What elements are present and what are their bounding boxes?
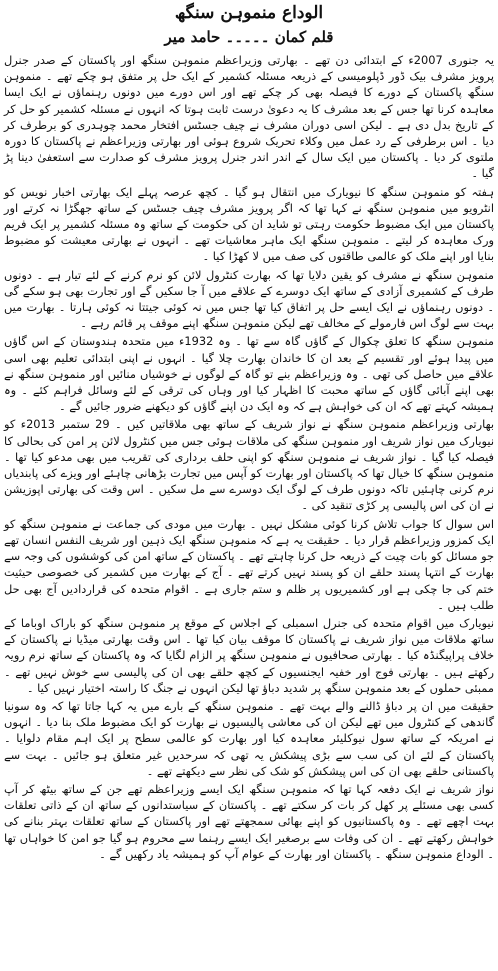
article-body [4,52,494,862]
article-paragraph: یہ جنوری 2007ء کے ابتدائی دن تھے ۔ بھارتی وزیراعظم منموہن سنگھ اور پاکستان کے صدر جنرل پرویز مشرف بیک ڈور ڈپلومیسی کے ذریعہ مسئلہ کشمیر کے ایک حل پر متفق ہو چکے تھے ۔ منموہن سنگھ پاکستان کے دورے کا فیصلہ بھی کر چکے تھے اور اس دورے میں دونوں رہنماؤں نے ایک ایسا معاہدہ کرنا تھا جس کے بعد مشرف کا یہ دعویٰ درست ثابت ہوتا کہ انہوں نے مسئلہ کشمیر کو حل کر کے تاریخ بدل دی ہے ۔ لیکن اسی دوران مشرف نے چیف جسٹس افتخار محمد چوہدری کو برطرف کر دیا ۔ اس برطرفی کے رد عمل میں وکلاء تحریک شروع ہوئی اور بھارتی وزیراعظم نے پاکستان کا دورہ ملتوی کر دیا ۔ پاکستان میں ایک سال کے اندر اندر جنرل پرویز مشرف کو صدارت سے استعفیٰ دینا پڑ گیا ۔ [4,53,494,181]
article-paragraph: نیویارک میں اقوام متحدہ کی جنرل اسمبلی کے اجلاس کے موقع پر منموہن سنگھ کو باراک اوباما کے ساتھ ملاقات میں نواز شریف نے پاکستان کا موقف بیان کیا تھا ۔ اس وقت بھارتی میڈیا نے پاکستان کے خلاف پراپیگنڈہ کیا ۔ بھارتی صحافیوں نے منموہن سنگھ پر الزام لگایا کہ وہ پاکستان کے ساتھ نرم رویہ رکھتے ہیں ۔ بھارتی فوج اور خفیہ ایجنسیوں کے کچھ حلقے بھی ان کی پالیسی سے خوش نہیں تھے ۔ ممبئی حملوں کے بعد منموہن سنگھ پر شدید دباؤ تھا لیکن انہوں نے جنگ کا راستہ اختیار نہیں کیا ۔ [4,615,494,695]
article-paragraph: حقیقت میں ان پر دباؤ ڈالنے والے بہت تھے ۔ منموہن سنگھ کے بارے میں یہ کہا جاتا تھا کہ وہ سونیا گاندھی کے کنٹرول میں تھے لیکن ان کی معاشی پالیسیوں نے بھارت کو ایک مضبوط ملک بنا دیا ۔ انہوں نے امریکہ کے ساتھ سول نیوکلیئر معاہدہ کیا اور بھارت کو عالمی سطح پر ایک اہم مقام دلوایا ۔ پاکستان کے لئے ان کی سب سے بڑی پیشکش یہ تھی کہ سرحدیں غیر متعلق ہو جائیں ۔ بہت سے پاکستانی حلقے بھی ان کی اس پیشکش کو شک کی نظر سے دیکھتے تھے ۔ [4,698,494,778]
article-paragraph: نواز شریف نے ایک دفعہ کہا تھا کہ منموہن سنگھ ایک ایسے وزیراعظم تھے جن کے ساتھ بیٹھ کر آپ کسی بھی مسئلے پر کھل کر بات کر سکتے تھے ۔ پاکستان کے سیاستدانوں کے ساتھ ان کے ذاتی تعلقات بہت اچھے تھے ۔ وہ پاکستانیوں کو اپنے بھائی سمجھتے تھے اور پاکستان کے ساتھ تعلقات بہتر بنانے کی خواہش رکھتے تھے ۔ ان کی وفات سے برصغیر ایک ایسے رہنما سے محروم ہو گیا جو امن کا خواہاں تھا ۔ الوداع منموہن سنگھ ۔ پاکستان اور بھارت کے عوام آپ کو ہمیشہ یاد رکھیں گے ۔ [4,781,494,861]
article-headline: الوداع منموہن سنگھ [174,3,324,23]
article-paragraph: اس سوال کا جواب تلاش کرنا کوئی مشکل نہیں ۔ بھارت میں مودی کی جماعت نے منموہن سنگھ کو ایک کمزور وزیراعظم قرار دیا ۔ حقیقت یہ ہے کہ منموہن سنگھ ایک ذہین اور شریف النفس انسان تھے جو مسائل کو بات چیت کے ذریعہ حل کرنا چاہتے تھے ۔ پاکستان کے ساتھ امن کی کوششوں کی وجہ سے بھارت کے انتہا پسند حلقے ان کو پسند نہیں کرتے تھے ۔ آج کے بھارت میں کشمیر کی خصوصی حیثیت ختم کی جا چکی ہے اور کشمیریوں پر ظلم و ستم جاری ہے ۔ اقوام متحدہ کی قراردادیں آج بھی حل طلب ہیں ۔ [4,516,494,612]
article-paragraph: منموہن سنگھ کا تعلق چکوال کے گاؤں گاہ سے تھا ۔ وہ 1932ء میں متحدہ ہندوستان کے اس گاؤں میں پیدا ہوئے اور تقسیم کے بعد ان کا خاندان بھارت چلا گیا ۔ انہوں نے اپنی ابتدائی تعلیم بھی اسی علاقے میں حاصل کی تھی ۔ وہ وزیراعظم بنے تو گاہ کے لوگوں نے خوشیاں منائیں اور منموہن سنگھ نے بھی اپنے آبائی گاؤں کے ساتھ محبت کا اظہار کیا اور وہاں کی ترقی کے لئے وسائل فراہم کئے ۔ وہ ہمیشہ کہتے تھے کہ ان کی خواہش ہے کہ وہ ایک دن اپنے گاؤں کو دیکھنے ضرور جائیں گے ۔ [4,334,495,414]
article-paragraph: ہفتہ کو منموہن سنگھ کا نیویارک میں انتقال ہو گیا ۔ کچھ عرصہ پہلے ایک بھارتی اخبار نویس کو انٹرویو میں منموہن سنگھ نے کہا تھا کہ اگر پرویز مشرف چیف جسٹس کے ساتھ جھگڑا نہ کرتے اور پاکستان میں ایک مضبوط حکومت رہتی تو شاید ان کی حکومت کے ساتھ وہ مسئلہ کشمیر پر ایک فریم ورک معاہدہ کر لیتے ۔ منموہن سنگھ ایک ماہر معاشیات تھے ۔ انہوں نے بھارتی معیشت کو مضبوط بنایا اور اپنے ملک کو عالمی طاقتوں کی صف میں لا کھڑا کیا ۔ [4,184,494,264]
article-byline: قلم کمان ۔۔۔۔۔ حامد میر [164,28,334,46]
article-paragraph: بھارتی وزیراعظم منموہن سنگھ نے نواز شریف کے ساتھ بھی ملاقاتیں کیں ۔ 29 ستمبر 2013ء کو نیویارک میں نواز شریف اور منموہن سنگھ کی ملاقات ہوئی جس میں کنٹرول لائن پر امن کی بحالی کا فیصلہ کیا گیا ۔ نواز شریف نے منموہن سنگھ کو اپنی حلف برداری کی تقریب میں بھی مدعو کیا تھا ۔ منموہن سنگھ کا خیال تھا کہ پاکستان اور بھارت کو آپس میں تجارت بڑھانی چاہئے اور ویزے کی پابندیاں نرم کرنی چاہئیں تاکہ دونوں طرف کے لوگ ایک دوسرے سے مل سکیں ۔ اس وقت کی بھارتی اپوزیشن نے ان کی اس پالیسی پر کڑی تنقید کی ۔ [4,417,494,513]
article-paragraph: منموہن سنگھ نے مشرف کو یقین دلایا تھا کہ بھارت کنٹرول لائن کو نرم کرنے کے لئے تیار ہے ۔ دونوں طرف کے کشمیری آزادی کے ساتھ ایک دوسرے کے علاقے میں آ جا سکیں گے اور تجارت بھی ہو سکے گی ۔ دونوں رہنماؤں نے ایک ایسے حل پر اتفاق کیا تھا جس میں نہ کوئی جیتتا نہ کوئی ہارتا ۔ بھارت میں بہت سے لوگ اس فارمولے کے مخالف تھے لیکن منموہن سنگھ اپنے موقف پر قائم رہے ۔ [4,267,494,331]
